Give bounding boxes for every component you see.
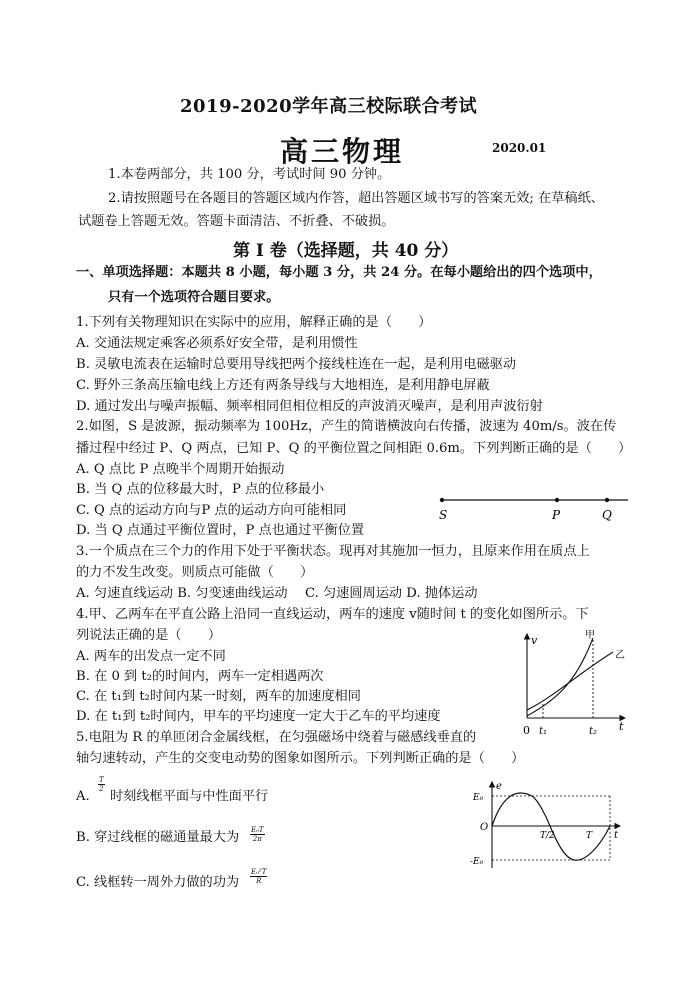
e-axis-label: e: [496, 781, 502, 792]
volume-title: 第 I 卷（选择题，共 40 分）: [233, 241, 459, 261]
q5-stem-1: 5.电阻为 R 的单匝闭合金属线框，在匀强磁场中绕着与磁感线垂直的: [76, 730, 477, 745]
label-q: Q: [602, 508, 612, 522]
section-heading: 一、单项选择题：本题共 8 小题，每小题 3 分，共 24 分。在每小题给出的四个选项中，: [76, 265, 602, 280]
q5-option-c-fraction: [250, 868, 267, 885]
origin-label: O: [480, 822, 489, 833]
emf-time-graph: [470, 780, 626, 872]
q5-option-a-label: A.: [76, 789, 90, 804]
q2-option-b: B. 当 Q 点的位移最大时，P 点的位移最小: [76, 482, 325, 497]
q1-option-b: B. 灵敏电流表在运输时总要用导线把两个接线柱连在一起，是利用电磁驱动: [76, 357, 517, 372]
fraction-numerator: E₀²T: [251, 868, 267, 876]
instruction-1: 1.本卷两部分，共 100 分，考试时间 90 分钟。: [108, 167, 391, 182]
q4-option-b: B. 在 0 到 t₂的时间内，两车一定相遇两次: [76, 669, 324, 684]
q4-option-c: C. 在 t₁到 t₂时间内某一时刻，两车的加速度相同: [76, 689, 361, 704]
q2-option-c: C. Q 点的运动方向与P 点的运动方向可能相同: [76, 503, 347, 518]
q3-stem-2: 的力不发生改变。则质点可能做（ ）: [76, 565, 314, 580]
fraction-denominator: 2: [99, 785, 104, 793]
q5-option-b-fraction: [250, 826, 265, 843]
origin-label: 0: [523, 724, 530, 737]
source-point: [440, 498, 444, 502]
q4-option-d: D. 在 t₁到 t₂时间内，甲车的平均速度一定大于乙车的平均速度: [76, 709, 441, 724]
label-p: P: [552, 508, 561, 522]
q2-stem-2: 播过程中经过 P、Q 两点，已知 P、Q 的平衡位置之间相距 0.6m。下列判断正确的是（ ）: [76, 441, 632, 456]
q5-stem-2: 轴匀速转动，产生的交变电动势的图象如图所示。下列判断正确的是（ ）: [76, 751, 525, 766]
q5-option-a-fraction: [98, 776, 105, 793]
section-heading-cont: 只有一个选项符合题目要求。: [108, 290, 280, 305]
subject-title: 高三物理: [280, 135, 405, 168]
q5-option-c-text: C. 线框转一周外力做的功为: [76, 875, 240, 890]
q3-stem-1: 3.一个质点在三个力的作用下处于平衡状态。现再对其施加一恒力，且原来作用在质点上: [76, 544, 590, 559]
q1-stem: 1.下列有关物理知识在实际中的应用，解释正确的是（ ）: [76, 315, 432, 330]
point-q: [605, 498, 609, 502]
q1-option-d: D. 通过发出与噪声振幅、频率相同但相位相反的声波消灭噪声，是利用声波衍射: [76, 399, 543, 414]
q5-option-a-text: 时刻线框平面与中性面平行: [110, 789, 269, 804]
half-period-label: T/2: [540, 831, 555, 841]
exam-title: 2019-2020学年高三校际联合考试: [180, 96, 478, 117]
t1-label: t₁: [539, 726, 548, 737]
e0-label: E₀: [473, 793, 484, 803]
q4-stem-1: 4.甲、乙两车在平直公路上沿同一直线运动，两车的速度 v随时间 t 的变化如图所示。下: [76, 607, 589, 622]
t2-label: t₂: [589, 726, 598, 737]
velocity-time-graph: [515, 630, 633, 742]
q4-option-a: A. 两车的出发点一定不同: [76, 649, 226, 664]
instruction-2: 2.请按照题号在各题目的答题区域内作答，超出答题区域书写的答案无效; 在草稿纸、: [108, 191, 604, 206]
fraction-numerator: T: [99, 776, 104, 784]
q1-option-a: A. 交通法规定乘客必须系好安全带，是利用惯性: [76, 336, 358, 351]
fraction-denominator: R: [256, 877, 262, 885]
neg-e0-label: -E₀: [470, 857, 484, 867]
v-axis-label: v: [531, 634, 538, 647]
wave-line-figure: [436, 490, 632, 524]
fraction-denominator: 2π: [252, 835, 262, 843]
emf-sine-curve: [492, 793, 610, 860]
fraction-numerator: E₀T: [251, 826, 264, 834]
q2-option-d: D. 当 Q 点通过平衡位置时，P 点也通过平衡位置: [76, 523, 365, 538]
t-axis-label: t: [614, 830, 619, 841]
q1-option-c: C. 野外三条高压输电线上方还有两条导线与大地相连，是利用静电屏蔽: [76, 378, 490, 393]
period-label: T: [586, 831, 593, 841]
point-p: [555, 498, 559, 502]
jia-label: 甲: [585, 630, 595, 641]
q4-stem-2: 列说法正确的是（ ）: [76, 628, 222, 643]
t-axis-label: t: [619, 720, 624, 733]
exam-date: 2020.01: [492, 141, 547, 155]
yi-label: 乙: [615, 650, 625, 661]
q2-stem-1: 2.如图，S 是波源，振动频率为 100Hz，产生的简谐横波向右传播，波速为 40m/s。波在传: [76, 419, 617, 434]
label-s: S: [439, 508, 448, 522]
q2-option-a: A. Q 点比 P 点晚半个周期开始振动: [76, 462, 285, 477]
q5-option-b-text: B. 穿过线框的磁通量最大为: [76, 830, 240, 845]
q3-options: A. 匀速直线运动 B. 匀变速曲线运动 C. 匀速圆周运动 D. 抛体运动: [76, 586, 478, 601]
instruction-2-cont: 试题卷上答题无效。答题卡面清洁、不折叠、不破损。: [78, 214, 395, 229]
